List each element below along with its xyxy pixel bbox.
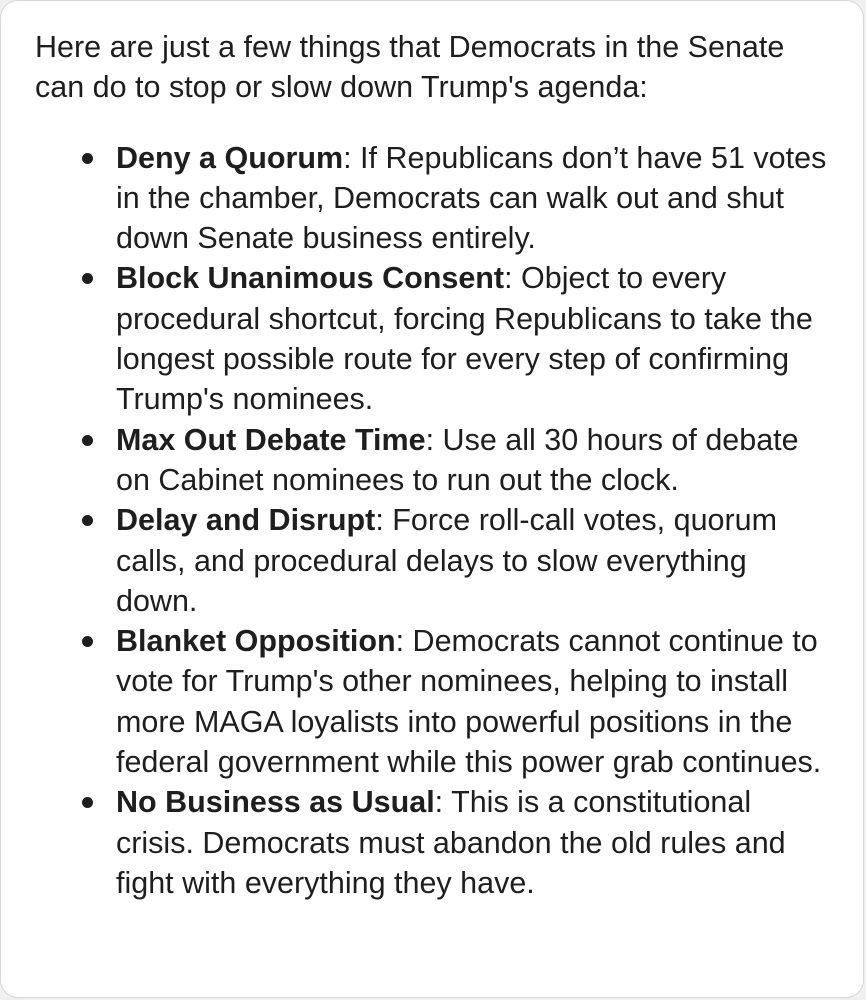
list-item — [35, 258, 833, 419]
bullet-icon — [82, 797, 93, 808]
item-text: : Force roll-call votes, quorum calls, and procedural delays to slow everything down. — [116, 503, 778, 618]
item-text: : Democrats cannot continue to vote for Trump's other nominees, helping to install more MAGA loyalists into powerful positions in the federal government while this power grab continues. — [116, 624, 822, 780]
item-title: No Business as Usual — [116, 785, 435, 820]
item-text: : If Republicans don’t have 51 votes in the chamber, Democrats can walk out and shut down Senate business entirely. — [116, 140, 827, 256]
bullet-icon — [82, 273, 93, 284]
bullet-icon — [82, 515, 93, 526]
item-title: Block Unanimous Consent — [116, 261, 505, 296]
item-title: Max Out Debate Time — [116, 422, 426, 457]
item-text: : This is a constitutional crisis. Democrats must abandon the old rules and fight with everything they have. — [116, 785, 786, 900]
item-text: : Use all 30 hours of debate on Cabinet nominees to run out the clock. — [116, 422, 799, 497]
item-title: Deny a Quorum — [116, 140, 344, 175]
list-item — [35, 782, 833, 903]
message-intro: Here are just a few things that Democrats in the Senate can do to stop or slow down Trump's agenda: — [35, 30, 785, 105]
item-title: Delay and Disrupt — [116, 503, 376, 538]
list-item — [35, 138, 833, 259]
bullet-icon — [82, 153, 93, 164]
bullet-icon — [82, 636, 93, 647]
list-item — [35, 420, 833, 501]
list-item — [35, 500, 833, 621]
item-text: : Object to every procedural shortcut, forcing Republicans to take the longest possible route for every step of confirming Trump's nominees. — [116, 261, 813, 417]
bullet-list — [35, 138, 833, 904]
item-title: Blanket Opposition — [116, 624, 396, 659]
list-item — [35, 621, 833, 782]
bullet-icon — [82, 435, 93, 446]
